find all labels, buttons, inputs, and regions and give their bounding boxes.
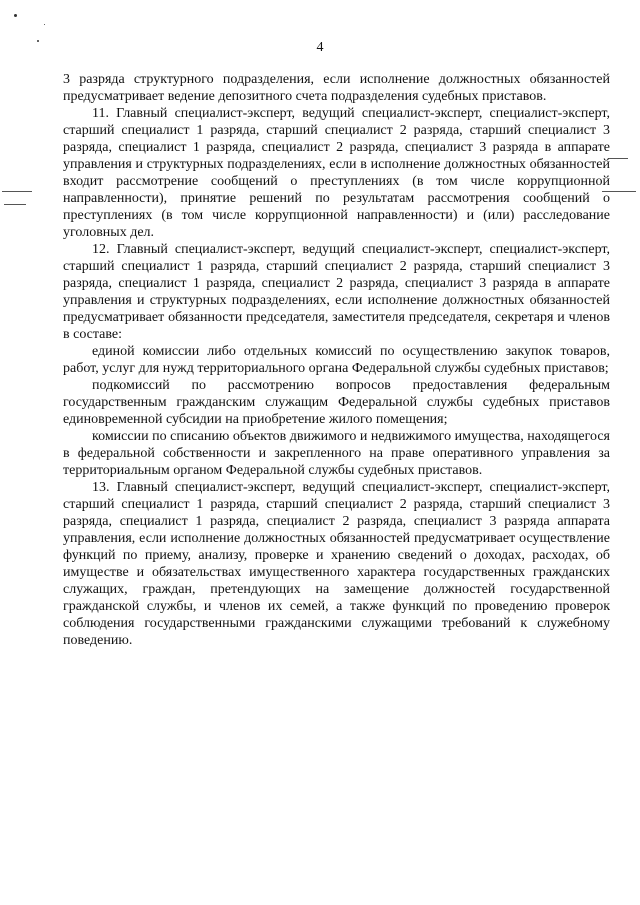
scan-streak: [4, 204, 26, 205]
paragraph-item-12: 12. Главный специалист-эксперт, ведущий специалист-эксперт, специалист-эксперт, старший специалист 1 разряда, старший специалист 2 разряда, старший специалист 3 разряда, специалист 1 разряда, специалист 2 разряда, специалист 3 разряда в аппарате управления и структурных подразделениях, если исполнение должностных обязанностей предусматривает обязанности председателя, заместителя председателя, секретаря и членов в составе:: [63, 242, 610, 342]
scan-streak: [2, 191, 32, 192]
paragraph-item-12-housing-subcommission: подкомиссий по рассмотрению вопросов предоставления федеральным государственным гражданским служащим Федеральной службы судебных приставов единовременной субсидии на приобретение жилого помещения;: [63, 378, 610, 427]
page-number: 4: [316, 40, 324, 55]
paragraph-item-12-writeoff-commission: комиссии по списанию объектов движимого и недвижимого имущества, находящегося в федеральной собственности и закрепленного на праве оперативного управления за территориальным органом Федеральной службы судебных приставов.: [63, 429, 610, 478]
paragraph-continuation: 3 разряда структурного подразделения, если исполнение должностных обязанностей предусматривает ведение депозитного счета подразделения судебных приставов.: [63, 72, 610, 104]
scan-speck: [14, 14, 17, 17]
paragraph-item-13: 13. Главный специалист-эксперт, ведущий специалист-эксперт, специалист-эксперт, старший специалист 1 разряда, старший специалист 2 разряда, старший специалист 3 разряда, специалист 1 разряда, специалист 2 разряда, специалист 3 разряда аппарата управления, если исполнение должностных обязанностей предусматривает осуществление функций по приему, анализу, проверке и хранению сведений о доходах, расходах, об имуществе и обязательствах имущественного характера государственных гражданских служащих, граждан, претендующих на замещение должностей государственной гражданской службы, и членов их семей, а также функций по проведению проверок соблюдения государственными гражданскими служащими требований к служебному поведению.: [63, 480, 610, 648]
document-body: [63, 71, 610, 649]
scan-streak: [608, 158, 628, 159]
paragraph-item-11: 11. Главный специалист-эксперт, ведущий специалист-эксперт, специалист-эксперт, старший специалист 1 разряда, старший специалист 2 разряда, старший специалист 3 разряда, специалист 1 разряда, специалист 2 разряда, специалист 3 разряда в аппарате управления и структурных подразделениях, если в исполнение должностных обязанностей входит рассмотрение сообщений о преступлениях (в том числе коррупционной направленности), принятие решений по результатам рассмотрения сообщений о преступлениях (в том числе коррупционной направленности) и (или) расследование уголовных дел.: [63, 106, 610, 240]
paragraph-item-12-procurement-commission: единой комиссии либо отдельных комиссий по осуществлению закупок товаров, работ, услуг для нужд территориального органа Федеральной службы судебных приставов;: [63, 344, 610, 376]
scan-speck: [44, 24, 45, 25]
